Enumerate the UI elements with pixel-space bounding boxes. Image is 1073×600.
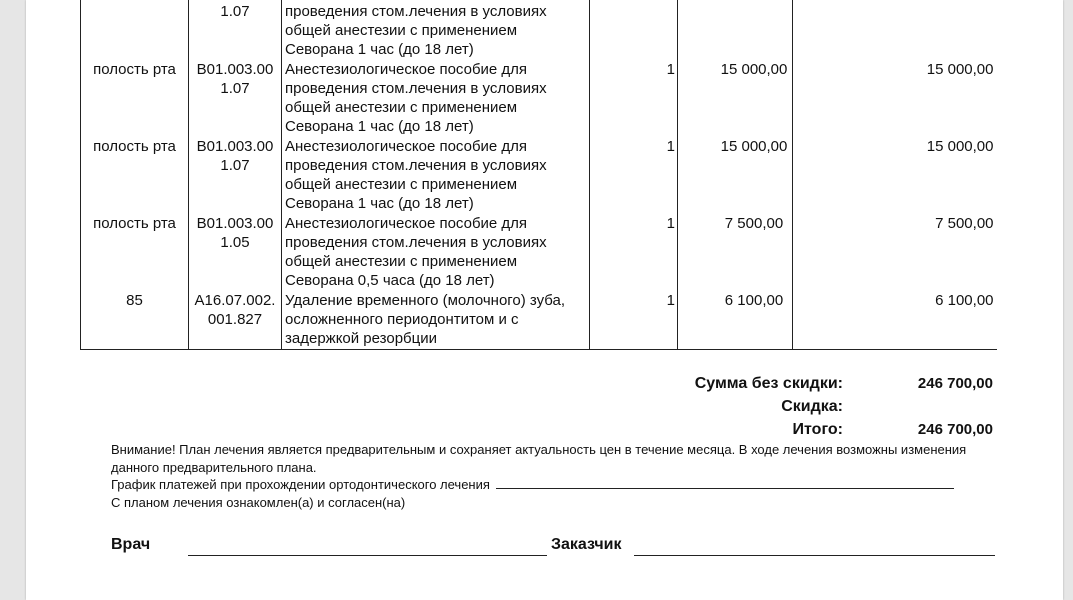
table-row xyxy=(81,214,997,291)
table-row xyxy=(81,137,997,214)
quantity-cell xyxy=(590,0,678,60)
agreement-note: С планом лечения ознакомлен(а) и согласен(на) xyxy=(111,494,406,510)
subtotal-label: Сумма без скидки: xyxy=(694,375,843,392)
price-cell xyxy=(678,0,793,60)
subtotal-value: 246 700,00 xyxy=(917,375,993,392)
quantity-cell: 1 xyxy=(590,291,678,350)
warning-note: Внимание! План лечения является предварительным и сохраняет актуальность цен в течение месяца. В ходе лечения возможны изменения данного предварительного плана. xyxy=(111,442,967,475)
treatment-plan-table xyxy=(80,0,997,350)
doctor-signature-line[interactable] xyxy=(188,555,547,556)
total-cell: 7 500,00 xyxy=(935,215,994,232)
service-name-cell: Удаление временного (молочного) зуба, осложненного периодонтитом и с задержкой резорбции xyxy=(282,291,590,350)
price-cell: 7 500,00 xyxy=(678,214,793,291)
discount-row xyxy=(633,395,993,418)
service-code-cell: B01.003.00 1.05 xyxy=(189,214,282,291)
payment-schedule-line xyxy=(111,476,991,494)
client-signature-line[interactable] xyxy=(634,555,995,556)
price-cell: 6 100,00 xyxy=(678,291,793,350)
tooth-cell: полость рта xyxy=(81,214,189,291)
tooth-cell: 85 xyxy=(81,291,189,350)
service-code-cell: 1.07 xyxy=(189,0,282,60)
subtotal-row xyxy=(633,372,993,395)
total-label: Итого: xyxy=(792,421,843,438)
quantity-cell: 1 xyxy=(590,214,678,291)
summary-block xyxy=(633,372,993,441)
total-cell: 6 100,00 xyxy=(793,291,997,350)
table-row xyxy=(81,291,997,350)
payment-schedule-blank[interactable] xyxy=(496,476,954,489)
discount-label: Скидка: xyxy=(781,398,843,415)
total-cell xyxy=(793,0,997,60)
tooth-cell: полость рта xyxy=(81,60,189,137)
service-name-cell: Анестезиологическое пособие для проведения стом.лечения в условиях общей анестезии с применением Севорана 1 час (до 18 лет) xyxy=(282,60,590,137)
total-row xyxy=(633,418,993,441)
service-name-cell: Анестезиологическое пособие для проведения стом.лечения в условиях общей анестезии с применением Севорана 1 час (до 18 лет) xyxy=(282,137,590,214)
service-name-cell: проведения стом.лечения в условиях общей анестезии с применением Севорана 1 час (до 18 лет) xyxy=(282,0,590,60)
doctor-signature-label: Врач xyxy=(111,536,151,553)
notes-block xyxy=(111,441,991,511)
tooth-cell xyxy=(81,0,189,60)
service-name-cell: Анестезиологическое пособие для проведения стом.лечения в условиях общей анестезии с применением Севорана 0,5 часа (до 18 лет) xyxy=(282,214,590,291)
client-signature-label: Заказчик xyxy=(551,536,622,553)
table-row xyxy=(81,60,997,137)
quantity-cell: 1 xyxy=(590,60,678,137)
tooth-cell: полость рта xyxy=(81,137,189,214)
discount-value xyxy=(843,395,993,418)
total-cell: 15 000,00 xyxy=(926,138,994,155)
service-code-cell: B01.003.00 1.07 xyxy=(189,60,282,137)
signatures-block xyxy=(111,532,1001,562)
service-code-cell: B01.003.00 1.07 xyxy=(189,137,282,214)
quantity-cell: 1 xyxy=(590,137,678,214)
total-value: 246 700,00 xyxy=(917,421,993,438)
price-cell: 15 000,00 xyxy=(678,60,793,137)
table-row xyxy=(81,0,997,60)
payment-schedule-label: График платежей при прохождении ортодонтического лечения xyxy=(111,477,490,492)
total-cell: 15 000,00 xyxy=(926,61,994,78)
price-cell: 15 000,00 xyxy=(678,137,793,214)
service-code-cell: A16.07.002. 001.827 xyxy=(189,291,282,350)
